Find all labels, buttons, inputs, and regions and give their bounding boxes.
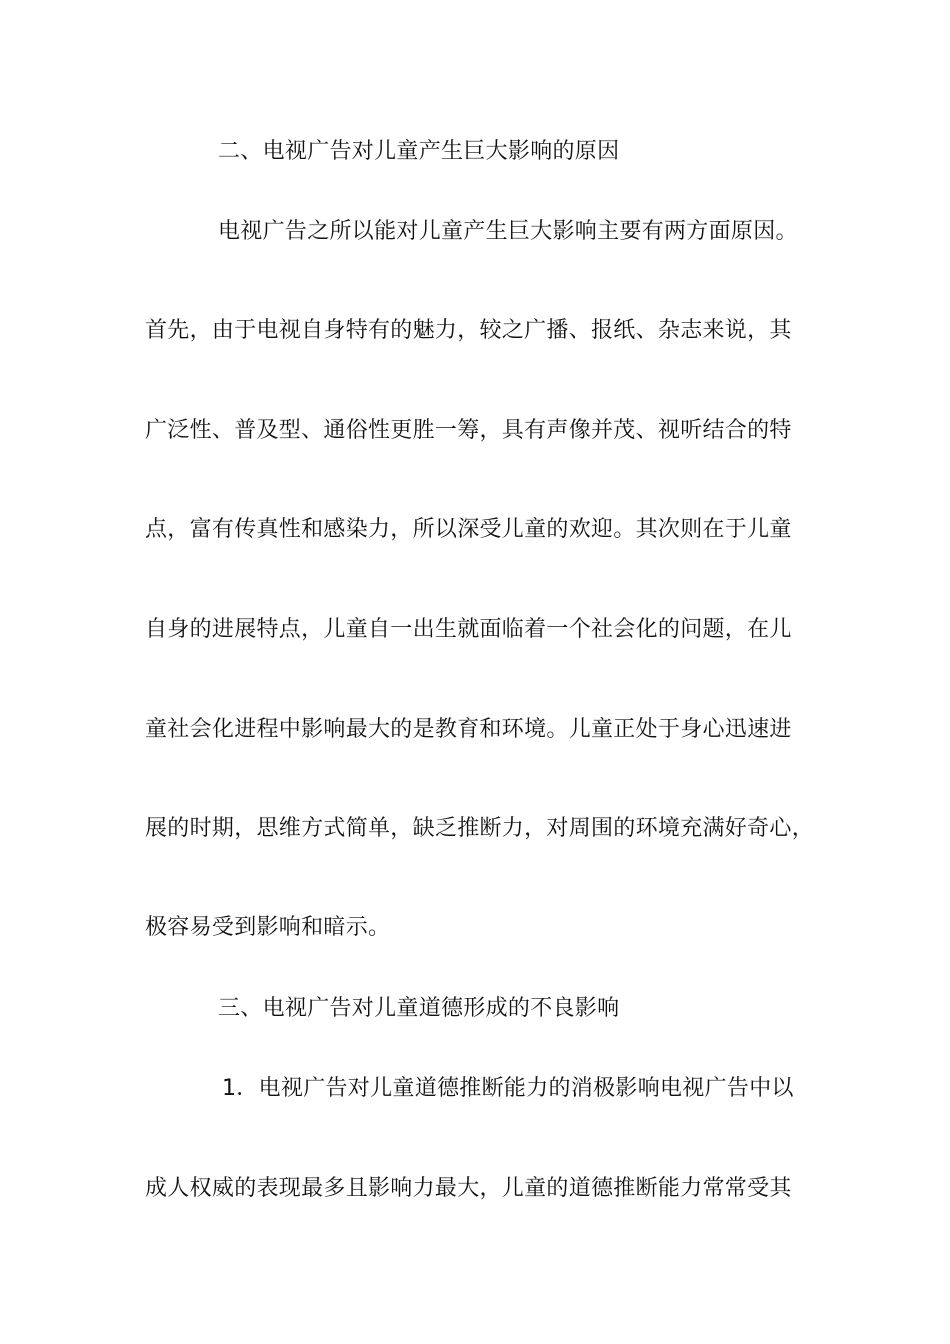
section-heading-3: 三、电视广告对儿童道德形成的不良影响 [218, 996, 620, 1021]
section-heading-2: 二、电视广告对儿童产生巨大影响的原因 [218, 139, 620, 164]
numbered-item-1: 1．电视广告对儿童道德推断能力的消极影响电视广告中以 [222, 1076, 794, 1101]
paragraph-line: 童社会化进程中影响最大的是教育和环境。儿童正处于身心迅速进 [145, 717, 792, 742]
paragraph-line: 点，富有传真性和感染力，所以深受儿童的欢迎。其次则在于儿童 [145, 517, 792, 542]
paragraph-line: 展的时期，思维方式简单，缺乏推断力，对周围的环境充满好奇心， [145, 816, 815, 841]
paragraph-line: 首先，由于电视自身特有的魅力，较之广播、报纸、杂志来说，其 [145, 318, 792, 343]
paragraph-line: 成人权威的表现最多且影响力最大，儿童的道德推断能力常常受其 [145, 1176, 792, 1201]
paragraph-line: 电视广告之所以能对儿童产生巨大影响主要有两方面原因。 [218, 219, 798, 244]
paragraph-line: 极容易受到影响和暗示。 [145, 915, 391, 940]
paragraph-line: 广泛性、普及型、通俗性更胜一筹，具有声像并茂、视听结合的特 [145, 418, 792, 443]
paragraph-line: 自身的进展特点，儿童自一出生就面临着一个社会化的问题，在儿 [145, 617, 792, 642]
